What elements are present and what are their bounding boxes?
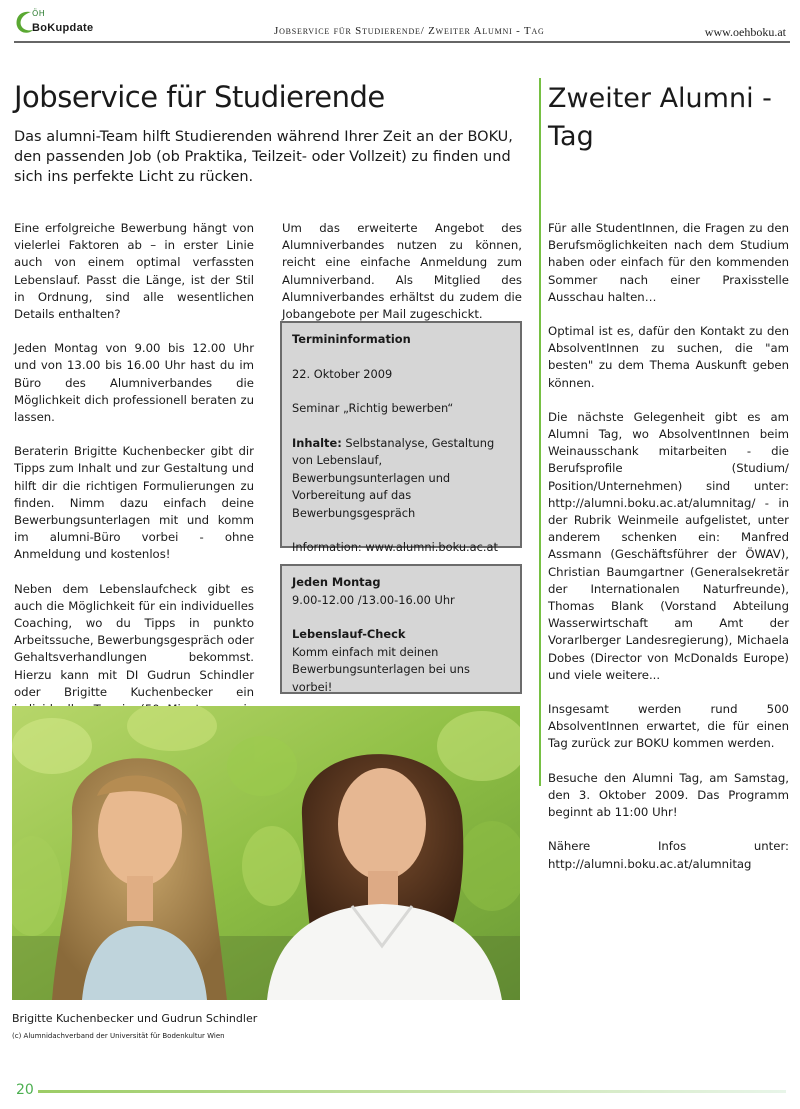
running-header-title: Jobservice für Studierende/ Zweiter Alumni - Tag [274,25,545,37]
paragraph: Nähere Infos unter: http://alumni.boku.ac.at/alumnitag [548,839,789,871]
photo-illustration [12,706,520,1000]
footer-divider [38,1090,786,1093]
box-contents-text: Selbstanalyse, Gestaltung von Lebenslauf, Bewerbungsunterlagen und Vorbereitung auf das Bewerbungsgespräch [292,435,495,520]
logo-oeh-text: ÖH [32,9,46,18]
box-contents-label: Inhalte: [292,435,342,450]
photo-copyright: (c) Alumnidachverband der Universität für Bodenkultur Wien [12,1032,225,1040]
paragraph: Eine erfolgreiche Bewerbung hängt von vielerlei Faktoren ab – in erster Linie auch von einem optimal verfassten Lebenslauf. Passt die Länge, ist der Stil in Ordnung, sind alle wesentlichen Details enthalten? [14,221,254,322]
photo-caption: Brigitte Kuchenbecker und Gudrun Schindler [12,1012,258,1025]
jeden-montag-box [280,564,522,694]
publication-logo [14,8,104,38]
box-title: Termininformation [292,332,411,346]
logo-wordmark: BoKupdate [32,22,94,34]
paragraph: Besuche den Alumni Tag, am Samstag, den 3. Oktober 2009. Das Programm beginnt ab 11:00 Uhr! [548,770,789,820]
paragraph: Um das erweiterte Angebot des Alumniverbandes nutzen zu können, reicht eine einfache Anmeldung zum Alumniverband. Als Mitglied des Alumniverbandes erhältst du zudem die Jobangebote per Mail zugeschickt. [282,221,522,322]
box-seminar: Seminar „Richtig bewerben“ [292,401,454,415]
portrait-photo [12,706,520,1000]
article-title: Jobservice für Studierende [14,80,385,114]
paragraph: Die nächste Gelegenheit gibt es am Alumni Tag, wo AbsolventInnen beim Weinausschank mitarbeiten - die Berufsprofile (Studium/ Position/Unternehmen) sind unter: http://alumni.boku.ac.at/alumnitag/ - in der Rubrik Weinmeile aufgelistet, unter anderem schenken ein: Manfred Assmann (Geschäftsführer der ÖWAV), Christian Baumgartner (Generalsekretär der Internationalen Naturfreunde), Thomas Blank (Vorstand Abteilung Wasserwirtschaft am Amt der Vorarlberger Landesregierung), Michaela Dobes (Director von McDonalds Europe) und viele weitere... [548,409,789,682]
box-title: Jeden Montag [292,575,381,589]
paragraph: Insgesamt werden rund 500 AbsolventInnen erwartet, die für einen Tag zurück zur BOKU kommen werden. [548,702,789,751]
header-url-link[interactable]: www.oehboku.at [704,25,786,39]
page-number: 20 [16,1082,34,1098]
paragraph: Jeden Montag von 9.00 bis 12.00 Uhr und von 13.00 bis 16.00 Uhr hast du im Büro des Alumniverbandes die Möglichkeit dich professionell beraten zu lassen. [14,341,254,425]
box-time: 9.00-12.00 /13.00-16.00 Uhr [292,592,455,607]
box-date: 22. Oktober 2009 [292,366,393,381]
box-contents [292,435,510,523]
sidebar-title: Zweiter Alumni - Tag [548,83,772,152]
article-lead: Das alumni-Team hilft Studierenden während Ihrer Zeit an der BOKU, den passenden Job (ob Praktika, Teilzeit- oder Vollzeit) zu finden und sich ins perfekte Licht zu rücken. [14,129,513,185]
box-subtitle: Lebenslauf-Check [292,627,406,641]
box-info-link[interactable]: Information: www.alumni.boku.ac.at [292,540,498,554]
sidebar-column [548,220,789,890]
article-column-1 [14,220,254,770]
paragraph: Neben dem Lebenslaufcheck gibt es auch die Möglichkeit für ein individuelles Coaching, wo du Tipps in punkto Arbeitssuche, Bewerbungsgespräch oder Gehaltsverhandlungen bekommst. Hierzu kann mit DI Gudrun Schindler oder Brigitte Kuchenbecker ein [14,581,254,699]
column-divider [539,78,541,786]
paragraph: Beraterin Brigitte Kuchenbecker gibt dir Tipps zum Inhalt und zur Gestaltung und hilft dir die richtigen Formulierungen zu finden. Nimm dazu einfach deine Bewerbungsunterlagen mit und komm im alumni-Büro vorbei - ohne Anmeldung und kostenlos! [14,444,254,562]
header-divider [14,41,790,43]
box-text: Komm einfach mit deinen Bewerbungsunterlagen bei uns vorbei! [292,644,470,694]
paragraph: Optimal ist es, dafür den Kontakt zu den AbsolventInnen zu suchen, die "am besten" zu dem Thema Auskunft geben können. [548,324,789,390]
paragraph: Für alle StudentInnen, die Fragen zu den Berufsmöglichkeiten nach dem Studium haben oder einfach für den kommenden Sommer nach einer Praxisstelle Ausschau halten… [548,221,789,304]
termininformation-box [280,321,522,554]
